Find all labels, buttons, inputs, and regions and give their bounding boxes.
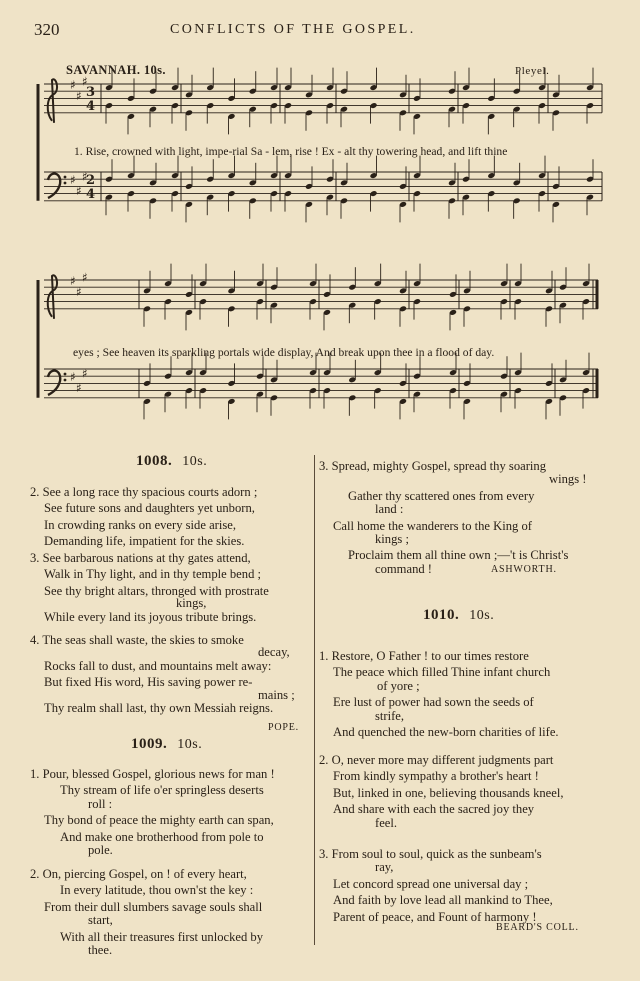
sharp-icon: ♯ xyxy=(76,381,82,395)
sharp-icon: ♯ xyxy=(76,184,82,198)
verse-line: And faith by love lead all mankind to Thee, xyxy=(333,893,553,908)
time-signature-digit: 4 xyxy=(86,99,96,114)
hymn-1008-stanza-3 xyxy=(30,550,269,625)
treble-clef-icon xyxy=(48,79,57,123)
tune-composer: Pleyel. xyxy=(515,65,550,77)
lyric-line-2: eyes ; See heaven its sparkling portals wide display, And break upon thee in a flood of day. xyxy=(73,346,495,359)
sharp-icon: ♯ xyxy=(76,88,82,103)
hymn-number: 1009. xyxy=(131,736,168,752)
time-signature-digit: 4 xyxy=(86,187,96,202)
sharp-icon: ♯ xyxy=(70,78,76,92)
sharp-icon: ♯ xyxy=(82,366,88,381)
sharp-icon: ♯ xyxy=(70,173,76,188)
column-divider xyxy=(314,455,315,945)
hymn-meter: 10s. xyxy=(469,608,495,623)
verse-line: With all their treasures first unlocked by xyxy=(60,929,264,944)
verse-line: roll : xyxy=(88,796,113,811)
verse-line: Gather thy scattered ones from every xyxy=(348,488,535,503)
verse-line: 3. From soul to soul, quick as the sunbeam's xyxy=(319,847,542,861)
verse-line: Thy realm shall last, thy own Messiah reigns. xyxy=(44,701,274,716)
hymn-number: 1008. xyxy=(136,453,173,469)
verse-line: Thy bond of peace the mighty earth can span, xyxy=(44,813,274,828)
hymn-1008-stanza-2 xyxy=(30,484,257,550)
hymn-number: 1010. xyxy=(423,607,460,623)
verse-line: strife, xyxy=(375,708,405,723)
hymn-1009-stanza-2 xyxy=(30,866,263,958)
verse-line: Proclaim them all thine own ;—'t is Christ's xyxy=(348,548,569,563)
hymn-1008b-attribution: ASHWORTH. xyxy=(491,564,557,575)
verse-line: ray, xyxy=(375,860,394,875)
verse-line: feel. xyxy=(375,815,398,830)
bass-clef-dot xyxy=(64,379,67,382)
hymn-1008-attribution: POPE. xyxy=(268,722,299,733)
verse-line: Demanding life, impatient for the skies. xyxy=(44,534,245,549)
hymn-1009-stanza-1 xyxy=(30,766,275,858)
verse-line: 2. O, never more may different judgments part xyxy=(319,753,554,767)
music-score xyxy=(0,0,640,440)
verse-line: thee. xyxy=(88,943,113,958)
time-signature-digit: 3 xyxy=(86,85,96,100)
verse-line: Ere lust of power had sown the seeds of xyxy=(333,695,534,710)
verse-line: See future sons and daughters yet unborn, xyxy=(44,501,255,516)
verse-line: of yore ; xyxy=(377,678,420,693)
verse-line: From kindly sympathy a brother's heart ! xyxy=(333,769,539,784)
verse-line: From their dull slumbers savage souls shall xyxy=(44,899,263,914)
sharp-icon: ♯ xyxy=(82,169,88,184)
hymn-1009-heading xyxy=(131,736,202,753)
hymn-1008-heading xyxy=(136,453,207,470)
verse-line: But fixed His word, His saving power re- xyxy=(44,675,253,690)
bass-clef-icon xyxy=(48,371,60,395)
verse-line: And share with each the sacred joy they xyxy=(333,802,535,817)
bass-clef-dot xyxy=(64,373,67,376)
hymn-1010-stanza-3 xyxy=(319,846,553,925)
verse-line: 1. Restore, O Father ! to our times restore xyxy=(319,649,529,663)
sharp-icon: ♯ xyxy=(70,370,76,385)
verse-line: command ! xyxy=(375,561,433,576)
hymn-1010-attribution: BEARD'S COLL. xyxy=(496,922,579,933)
verse-line: Parent of peace, and Fount of harmony ! xyxy=(333,909,537,924)
page-number: 320 xyxy=(34,20,60,39)
sharp-icon: ♯ xyxy=(70,274,76,288)
bass-clef-dot xyxy=(64,182,67,185)
sharp-icon: ♯ xyxy=(76,284,82,299)
verse-line: Thy stream of life o'er springless deserts xyxy=(60,783,264,798)
hymn-1010-heading xyxy=(423,607,494,624)
verse-line: decay, xyxy=(258,645,290,660)
verse-line: The peace which filled Thine infant church xyxy=(333,665,551,680)
verse-line: wings ! xyxy=(549,472,587,487)
verse-line: In every latitude, thou own'st the key : xyxy=(60,883,254,898)
verse-line: 2. See a long race thy spacious courts adorn ; xyxy=(30,485,258,499)
verse-line: 2. On, piercing Gospel, on ! of every heart, xyxy=(30,867,247,881)
verse-line: Rocks fall to dust, and mountains melt away: xyxy=(44,658,272,673)
verse-line: Walk in Thy light, and in thy temple bend ; xyxy=(44,567,262,582)
verse-line: And quenched the new-born charities of life. xyxy=(333,725,559,740)
verse-line: start, xyxy=(88,913,113,928)
lyric-line-1: 1. Rise, crowned with light, impe-rial Sa - lem, rise ! Ex - alt thy towering head, and lift thine xyxy=(74,145,508,158)
bass-clef-icon xyxy=(48,174,60,198)
verse-line: But, linked in one, believing thousands kneel, xyxy=(333,785,564,800)
verse-line: kings, xyxy=(176,596,207,611)
hymn-meter: 10s. xyxy=(182,454,208,469)
verse-line: 4. The seas shall waste, the skies to smoke xyxy=(30,633,244,647)
verse-line: Call home the wanderers to the King of xyxy=(333,518,532,533)
verse-line: And make one brotherhood from pole to xyxy=(60,829,264,844)
verse-line: While every land its joyous tribute brings. xyxy=(44,609,257,624)
verse-line: pole. xyxy=(88,843,113,858)
verse-line: Let concord spread one universal day ; xyxy=(333,876,529,891)
sharp-icon: ♯ xyxy=(82,74,88,89)
hymn-1008-stanza-4 xyxy=(30,632,295,716)
verse-line: mains ; xyxy=(258,687,295,702)
running-head: CONFLICTS OF THE GOSPEL. xyxy=(170,22,416,37)
verse-line: 3. Spread, mighty Gospel, spread thy soaring xyxy=(319,459,547,473)
verse-line: land : xyxy=(375,502,404,517)
bass-clef-dot xyxy=(64,176,67,179)
verse-line: In crowding ranks on every side arise, xyxy=(44,517,236,532)
hymn-1010-stanza-1 xyxy=(319,648,559,740)
tune-name: SAVANNAH. 10s. xyxy=(66,63,166,77)
verse-line: 1. Pour, blessed Gospel, glorious news for man ! xyxy=(30,767,275,781)
verse-line: See thy bright altars, thronged with prostrate xyxy=(44,583,269,598)
hymn-1008b-stanza-3 xyxy=(319,458,586,577)
sharp-icon: ♯ xyxy=(82,270,88,285)
hymn-meter: 10s. xyxy=(177,737,203,752)
hymn-1010-stanza-2 xyxy=(319,752,564,831)
time-signature-digit: 2 xyxy=(86,173,96,188)
verse-line: 3. See barbarous nations at thy gates attend, xyxy=(30,551,251,565)
verse-line: kings ; xyxy=(375,532,409,547)
treble-clef-icon xyxy=(48,275,57,319)
